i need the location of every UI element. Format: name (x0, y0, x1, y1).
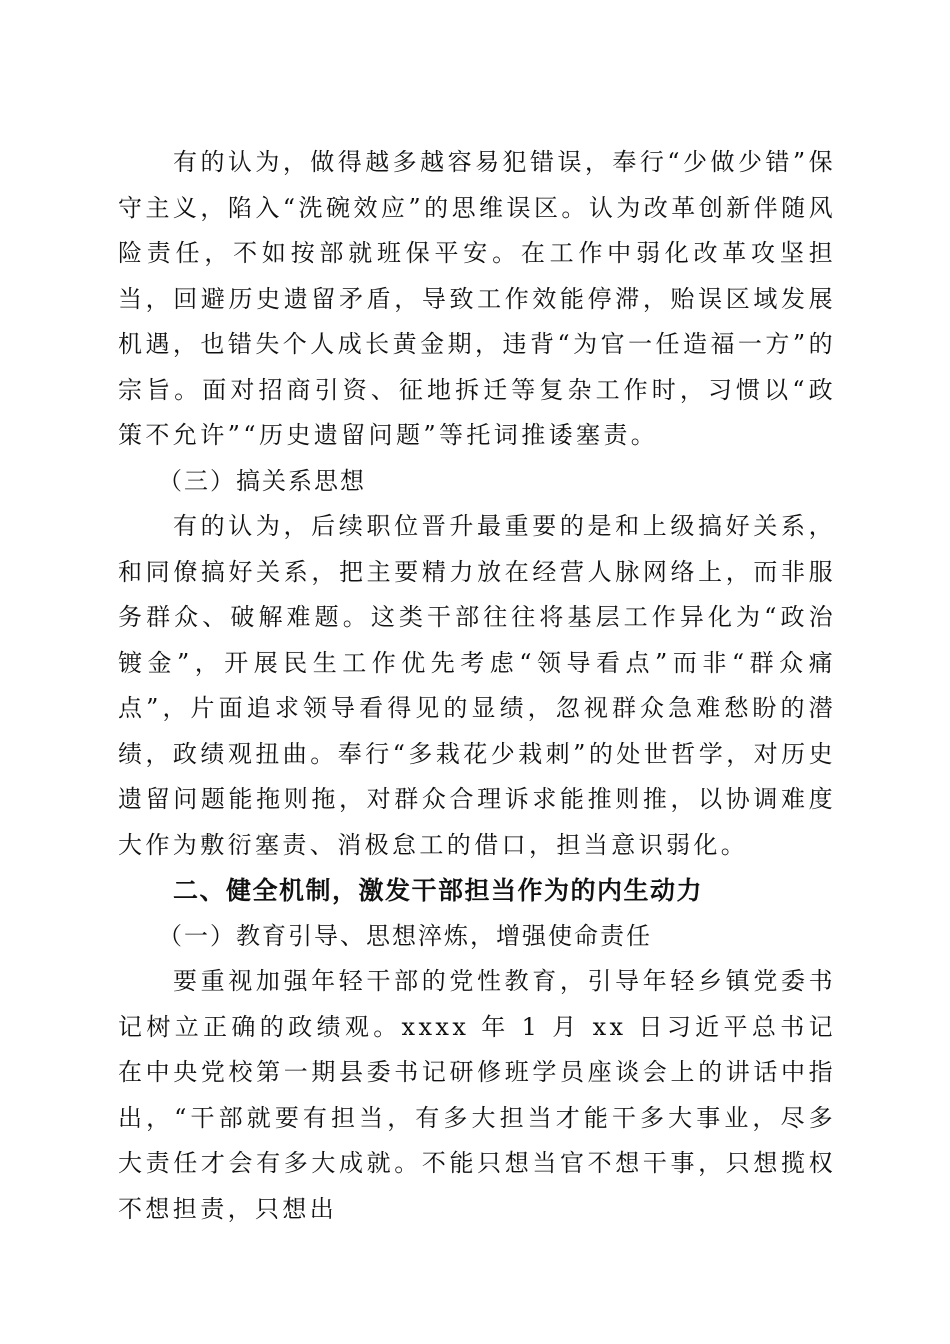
paragraph-2: 有的认为，后续职位晋升最重要的是和上级搞好关系，和同僚搞好关系，把主要精力放在经营人脉网络上，而非服务群众、破解难题。这类干部往往将基层工作异化为“政治镀金”，开展民生工作优先考虑“领导看点”而非“群众痛点”，片面追求领导看得见的显绩，忽视群众急难愁盼的潜绩，政绩观扭曲。奉行“多栽花少栽刺”的处世哲学，对历史遗留问题能拖则拖，对群众合理诉求能推则推，以协调难度大作为敷衍塞责、消极怠工的借口，担当意识弱化。 (118, 512, 836, 859)
subheading-3: （三）搞关系思想 (158, 466, 366, 495)
paragraph-3: 要重视加强年轻干部的党性教育，引导年轻乡镇党委书记树立正确的政绩观。xxxx 年 1 月 xx 日习近平总书记在中央党校第一期县委书记研修班学员座谈会上的讲话中指出，“干部就要有担当，有多大担当才能干多大事业，尽多大责任才会有多大成就。不能只想当官不想干事，只想揽权不想担责，只想出 (118, 967, 836, 1223)
section-heading-2: 二、健全机制，激发干部担当作为的内生动力 (173, 876, 704, 905)
document-body (118, 140, 836, 1232)
paragraph-1: 有的认为，做得越多越容易犯错误，奉行“少做少错”保守主义，陷入“洗碗效应”的思维误区。认为改革创新伴随风险责任，不如按部就班保平安。在工作中弱化改革攻坚担当，回避历史遗留矛盾，导致工作效能停滞，贻误区域发展机遇，也错失个人成长黄金期，违背“为官一任造福一方”的宗旨。面对招商引资、征地拆迁等复杂工作时，习惯以“政策不允许”“历史遗留问题”等托词推诿塞责。 (118, 148, 836, 449)
subheading-2-1: （一）教育引导、思想淬炼，增强使命责任 (158, 921, 652, 950)
